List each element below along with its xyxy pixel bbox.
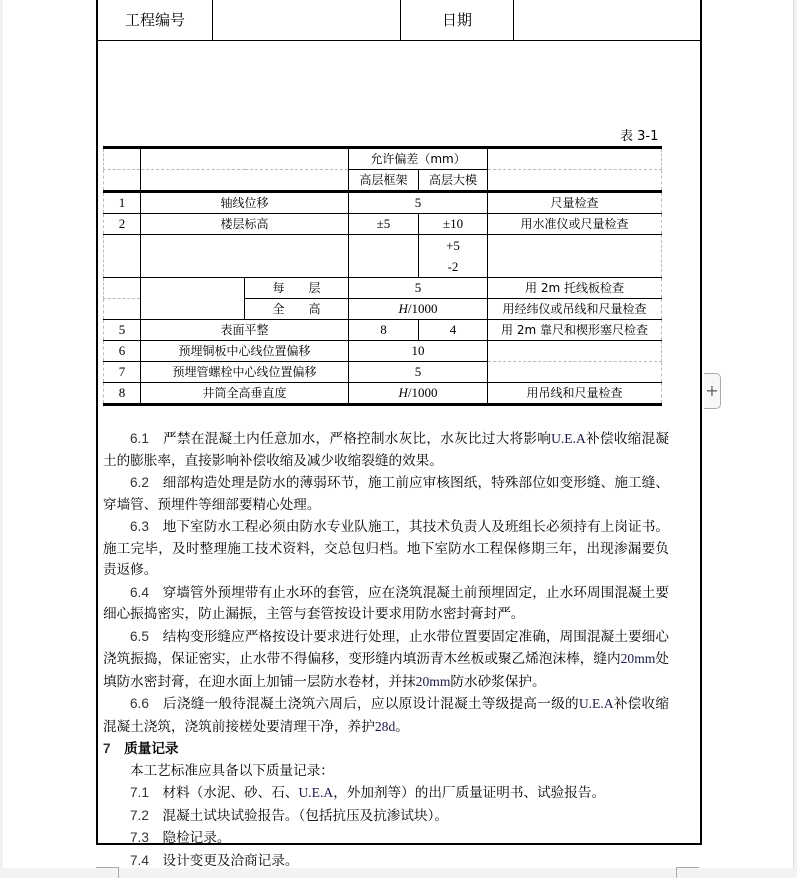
row-method: 用吊线和尺量检查 [488,383,662,405]
row-item: 井筒全高垂直度 [141,383,349,405]
table-row [104,362,662,383]
row-formwork-value: ±10 [419,214,488,235]
row-method [488,235,662,278]
table-row [104,192,662,214]
row-frame-value: 8 [349,320,419,341]
paragraph-6-2 [103,472,669,516]
row-no: 2 [104,214,141,235]
item-number: 7.1 [130,785,149,800]
header-method-cell [488,170,662,192]
row-formwork-value: 4 [419,320,488,341]
paragraph-text: 穿墙管外预埋带有止水环的套管，应在浇筑混凝土前预埋固定，止水环周围混凝土要细心振捣密实，防止漏振，主管与套管按设计要求用防水密封膏封严。 [103,584,669,622]
table-header-row [104,170,662,192]
row-formwork-value [419,235,488,278]
row-no: 7 [104,362,141,383]
header-tolerance-group: 允许偏差（mm） [349,148,488,170]
latin-text: 28d [374,718,396,734]
row-value: 5 [349,192,488,214]
latin-text: U.E.A [578,696,614,711]
paragraph-text: 细部构造处理是防水的薄弱环节，施工前应审核图纸，特殊部位如变形缝、施工缝、穿墙管、预埋件等细部要精心处理。 [103,475,669,513]
value-rest: /1000 [407,385,438,400]
row-method: 用 2m 靠尺和楔形塞尺检查 [488,320,662,341]
page-corner-mark [96,867,119,878]
row-sub-item [245,299,349,320]
row-no: 6 [104,341,141,362]
latin-text: U.E.A [298,785,334,800]
page-edge-divider [793,0,794,878]
row-no: 1 [104,192,141,214]
row-method [488,341,662,362]
section-7-intro: 本工艺标准应具备以下质量记录： [130,762,334,779]
row-value [349,383,488,405]
table-row [104,383,662,405]
paragraph-text: 地下室防水工程必须由防水专业队施工，其技术负责人及班组长必须持有上岗证书。施工完毕，及时整理施工技术资料，交总包归档。地下室防水工程保修期三年，出现渗漏要负责返修。 [103,519,669,578]
sub-item-label: 每 层 [272,281,321,295]
row-item [141,235,349,278]
row-method: 用 2m 托线板检查 [488,278,662,299]
item-number: 7.4 [130,852,149,868]
date-label: 日期 [441,10,472,29]
paragraph-text: 处填防水密封膏，在迎水面上加铺一层防水卷材，并抹 [103,651,669,690]
item-text: 设计变更及洽商记录。 [162,852,299,869]
paragraph-text: 防水砂浆保护。 [450,673,546,690]
row-item: 表面平整 [141,320,349,341]
paragraph-6-4 [103,582,669,626]
record-item [103,782,669,805]
item-text: 材料（水泥、砂、石、 [162,785,299,801]
row-no [104,235,141,278]
section-number: 6.2 [130,475,149,490]
table-row [104,214,662,235]
row-value: 5 [349,362,488,383]
paragraph-text: 。 [395,718,409,735]
paragraph-6-3 [103,516,669,582]
section-number: 6.5 [130,628,149,644]
row-item: 轴线位移 [141,192,349,214]
row-value: 5 [349,278,488,299]
row-frame-value [349,235,419,278]
latin-text: 20mm [415,673,451,689]
row-no: 8 [104,383,141,405]
header-col-formwork: 高层大模 [419,170,488,192]
header-row [98,0,700,41]
header-item-cell [141,170,349,192]
row-item: 预埋管螺栓中心线位置偏移 [141,362,349,383]
row-no: 5 [104,320,141,341]
body-text [103,428,669,872]
formwork-minus: -2 [447,259,459,274]
project-no-label: 工程编号 [124,10,185,29]
section-7-heading [103,738,669,761]
table-row [104,278,662,299]
row-method: 用水准仪或尺量检查 [488,214,662,235]
row-frame-value: ±5 [349,214,419,235]
section-number: 6.6 [130,696,149,711]
row-item: 预埋铜板中心线位置偏移 [141,341,349,362]
row-value [349,299,488,320]
paragraph-text: 后浇缝一般待混凝土浇筑六周后，应以原设计混凝土等级提高一级的 [163,696,579,712]
page-corner-mark [676,867,699,878]
row-method: 用经纬仪或吊线和尺量检查 [488,299,662,320]
add-button[interactable]: + [704,373,721,409]
section-number: 6.3 [130,519,149,534]
date-value[interactable] [514,0,700,40]
table-caption: 表 3-1 [620,129,659,144]
header-col-frame: 高层框架 [349,170,419,192]
latin-text: 20mm [620,651,656,666]
paragraph-6-1 [103,428,669,472]
table-row [104,235,662,278]
header-item-cell [141,148,349,170]
project-no-value[interactable] [213,0,400,40]
header-no-cell [104,148,141,170]
tolerance-table [103,146,662,406]
paragraph-6-6 [103,693,669,738]
header-method-cell [488,148,662,170]
paragraph-text: 结构变形缝应严格按设计要求进行处理，止水带位置要固定准确，周围混凝土要细心浇筑振捣，保证密实，止水带不得偏移，变形缝内填沥青木丝板或聚乙烯泡沫棒，缝内 [103,628,669,667]
value-rest: /1000 [407,301,438,316]
paragraph-text: 严禁在混凝土内任意加水，严格控制水灰比，水灰比过大将影响 [163,431,552,447]
row-method: 尺量检查 [488,192,662,214]
paragraph-text: 补偿收缩混凝土的膨胀率，直接影响补偿收缩及减少收缩裂缝的效果。 [103,431,669,469]
table-header-row [104,148,662,170]
value-h: H [398,301,408,316]
row-value: 10 [349,341,488,362]
sub-item-label: 全 高 [272,302,321,316]
section-number: 7 [103,741,111,756]
row-method [488,362,662,383]
section-number: 6.1 [130,431,149,446]
row-no [104,299,141,320]
value-h: H [398,385,408,400]
latin-text: U.E.A [551,431,586,446]
table-row [104,341,662,362]
item-number: 7.2 [130,807,149,823]
row-item: 楼层标高 [141,214,349,235]
row-no [104,278,141,299]
record-item [103,827,669,850]
row-sub-item [245,278,349,299]
header-no-cell [104,170,141,192]
heading-text: 质量记录 [124,741,179,757]
table-row [104,320,662,341]
section-number: 6.4 [130,584,149,600]
formwork-plus: +5 [446,238,460,253]
row-item [141,278,245,320]
item-text: 隐检记录。 [162,830,231,846]
item-text: ，外加剂等）的出厂质量证明书、试验报告。 [333,785,606,801]
item-text: 混凝土试块试验报告。（包括抗压及抗渗试块）。 [162,807,448,824]
paragraph-text: 补偿收缩混凝土浇筑，浇筑前接槎处要清理干净，养护 [103,696,669,735]
record-item [103,805,669,828]
paragraph-6-5 [103,626,669,694]
item-number: 7.3 [130,830,149,845]
